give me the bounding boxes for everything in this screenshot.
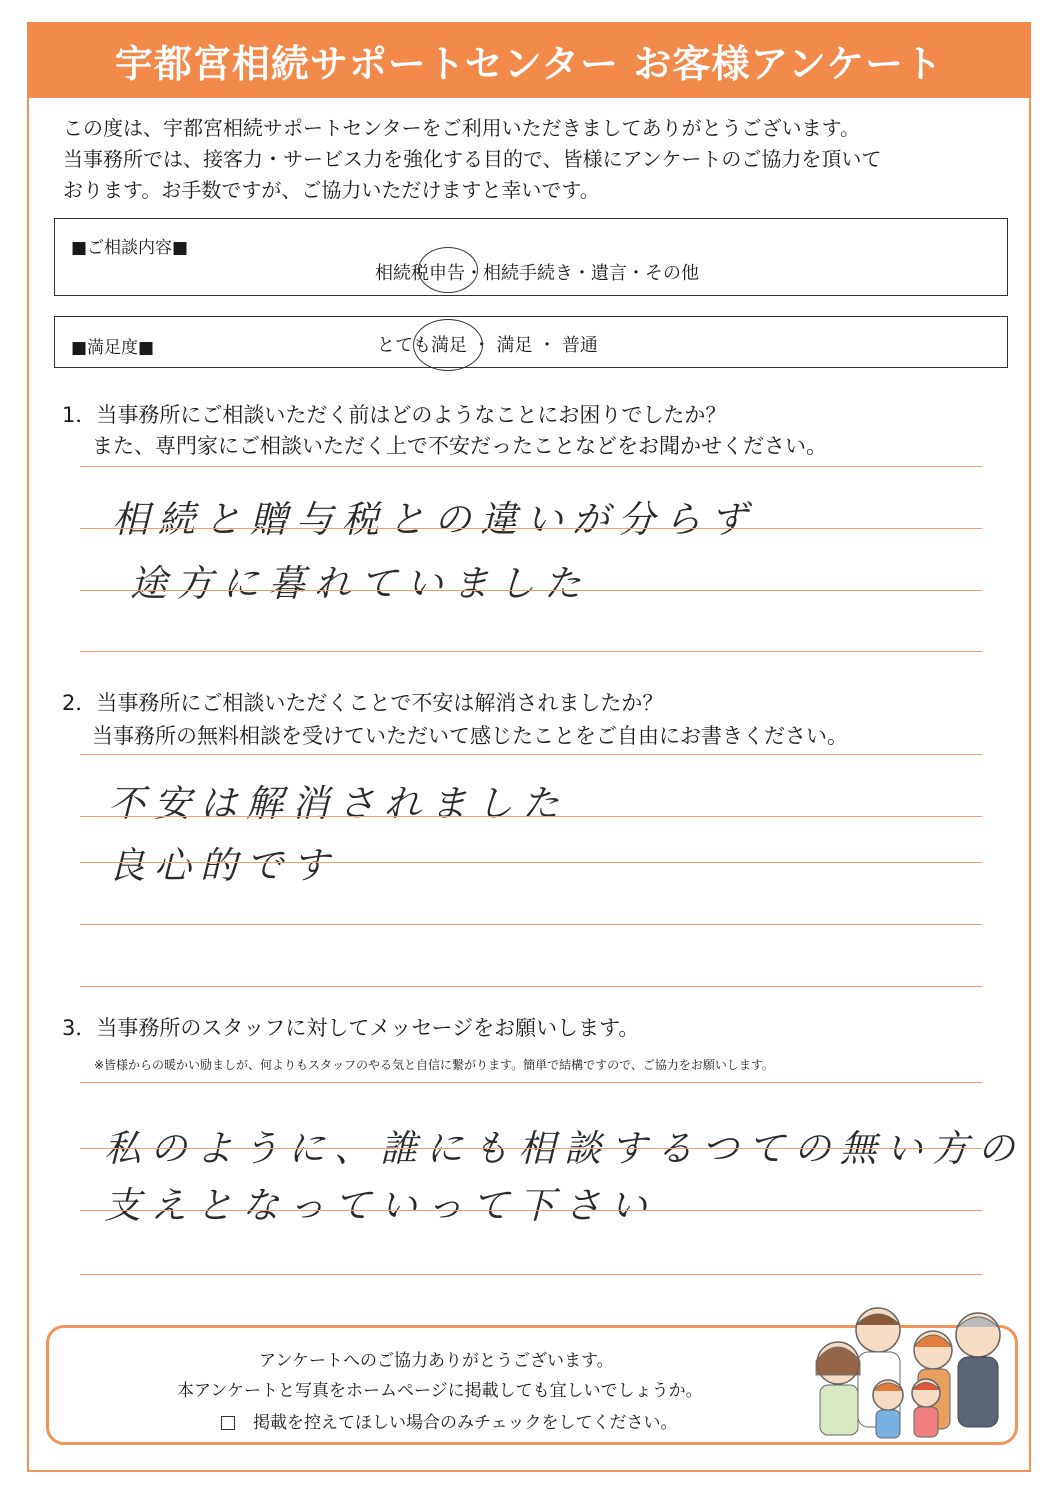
footer-thanks: アンケートへのご協力ありがとうございます。 (259, 1351, 614, 1371)
question-2-sub: 当事務所の無料相談を受けていただいて感じたことをご自由にお書きください。 (92, 724, 848, 748)
question-3: 3．当事務所のスタッフに対してメッセージをお願いします。 (62, 1016, 640, 1040)
answer-line (80, 1274, 982, 1275)
answer-line (80, 1148, 982, 1149)
answer-3-line: 支えとなっていって下さい (104, 1184, 656, 1227)
intro-line: この度は、宇都宮相続サポートセンターをご利用いただきましてありがとうございます。 (63, 116, 860, 140)
intro-line: おります。お手数ですが、ご協力いただけますと幸いです。 (63, 178, 600, 202)
satisfaction-label: ■満足度■ (71, 338, 155, 358)
answer-line (80, 528, 982, 529)
question-3-note: ※皆様からの暖かい励ましが、何よりもスタッフのやる気と自信に繋がります。簡単で結構ですので、ご協力をお願いします。 (94, 1058, 774, 1072)
answer-line (80, 466, 982, 467)
answer-line (80, 816, 982, 817)
survey-title: 宇都宮相続サポートセンター お客様アンケート (27, 22, 1031, 98)
footer-question: 本アンケートと写真をホームページに掲載しても宜しいでしょうか。 (177, 1381, 703, 1401)
answer-1-line: 相続と贈与税との違いが分らず (112, 498, 756, 541)
answer-line (80, 862, 982, 863)
question-1: 1．当事務所にご相談いただく前はどのようなことにお困りでしたか？ (62, 403, 727, 427)
answer-line (80, 924, 982, 925)
answer-line (80, 1210, 982, 1211)
selected-circle (413, 319, 483, 371)
footer-check-label: 掲載を控えてほしい場合のみチェックをしてください。 (253, 1413, 678, 1433)
question-1-sub: また、専門家にご相談いただく上で不安だったことなどをお聞かせください。 (92, 434, 827, 458)
answer-line (80, 986, 982, 987)
consultation-options: 相続税申告・相続手続き・遺言・その他 (375, 263, 699, 284)
answer-2-line: 良心的です (108, 844, 338, 887)
answer-line (80, 651, 982, 652)
consultation-label: ■ご相談内容■ (71, 238, 189, 258)
intro-text (63, 113, 1003, 206)
intro-line: 当事務所では、接客力・サービス力を強化する目的で、皆様にアンケートのご協力を頂いて (63, 147, 882, 171)
checkbox-icon[interactable] (221, 1416, 235, 1430)
answer-1-line: 途方に暮れていました (130, 562, 590, 605)
answer-3-line: 私のように、誰にも相談するつての無い方の (104, 1127, 1024, 1170)
answer-line (80, 1082, 982, 1083)
answer-line (80, 590, 982, 591)
answer-line (80, 754, 982, 755)
answer-2-line: 不安は解消されました (108, 782, 568, 825)
question-2: 2．当事務所にご相談いただくことで不安は解消されましたか？ (62, 691, 664, 715)
selected-circle (418, 247, 478, 293)
consultation-box (54, 218, 1008, 296)
family-illustration-icon (798, 1295, 1008, 1445)
footer-check-row (221, 1408, 678, 1433)
satisfaction-box (54, 316, 1008, 368)
satisfaction-options: とても満足 ・ 満足 ・ 普通 (377, 335, 598, 356)
